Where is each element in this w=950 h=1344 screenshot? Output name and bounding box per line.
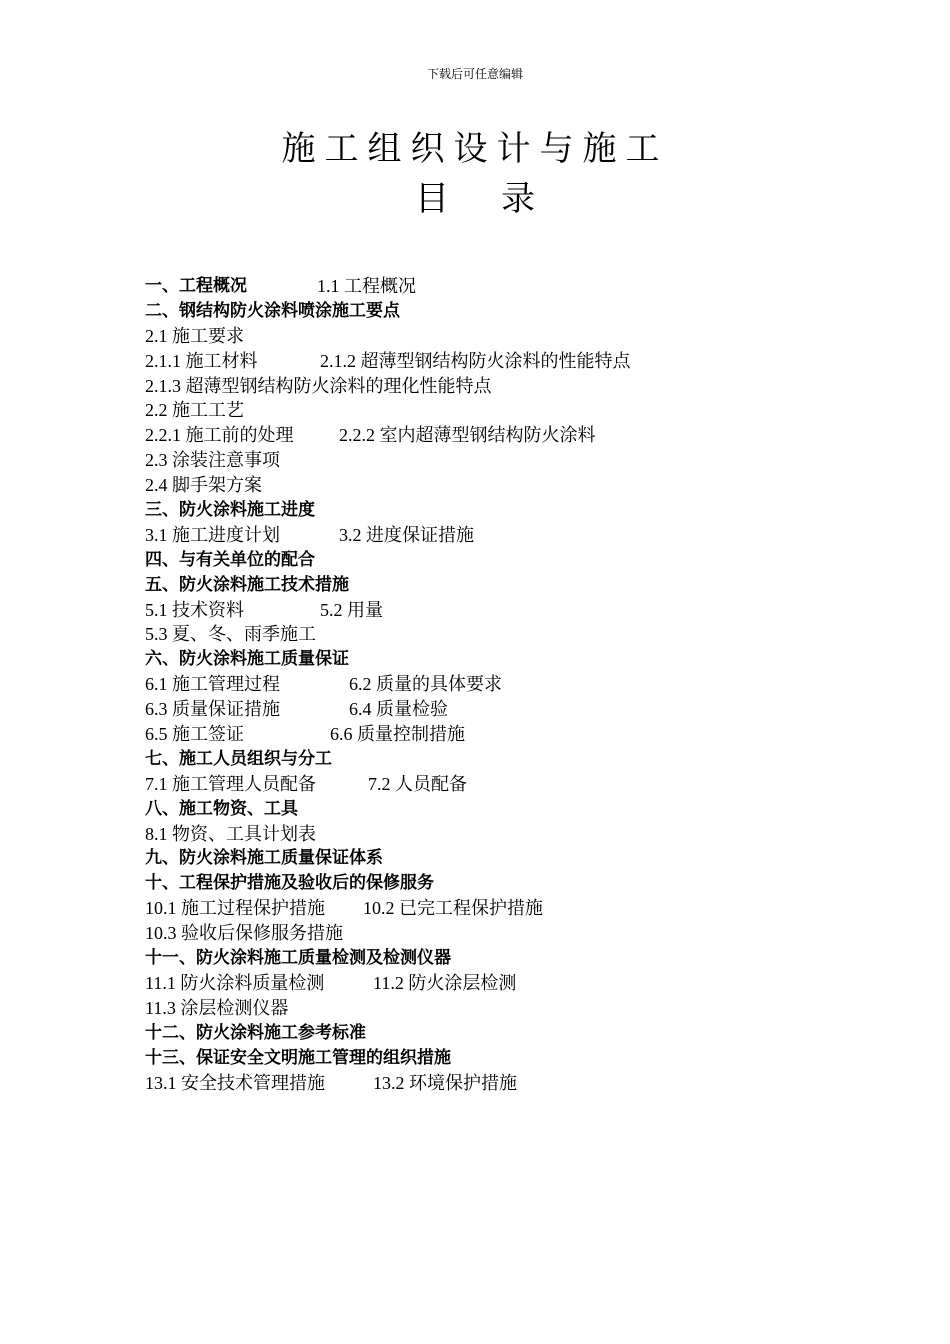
toc-entry [145, 473, 845, 498]
toc-entry-text: 2.2.1 施工前的处理 [145, 425, 294, 446]
toc-entry-text: 6.1 施工管理过程 [145, 674, 280, 695]
toc-entry [145, 398, 845, 423]
toc-entry [145, 1071, 845, 1096]
toc-entry-text-secondary: 11.2 防火涂层检测 [373, 972, 517, 993]
toc-section-heading [145, 846, 845, 871]
toc-entry [145, 448, 845, 473]
toc-entry-text-secondary: 6.6 质量控制措施 [330, 724, 465, 745]
toc-entry-text-secondary: 5.2 用量 [320, 599, 383, 620]
toc-entry [145, 896, 845, 921]
toc-entry-text-secondary: 7.2 人员配备 [368, 773, 467, 794]
toc-entry [145, 996, 845, 1021]
toc-entry-text: 13.1 安全技术管理措施 [145, 1072, 325, 1093]
toc-entry-text: 6.5 施工签证 [145, 724, 244, 745]
toc-entry-text: 10.3 验收后保修服务措施 [145, 923, 343, 944]
toc-entry [145, 672, 845, 697]
toc-entry-text: 8.1 物资、工具计划表 [145, 823, 316, 844]
toc-entry-text: 一、工程概况 [145, 276, 247, 296]
toc-entry [145, 423, 845, 448]
toc-entry-text: 九、防火涂料施工质量保证体系 [145, 848, 383, 869]
toc-entry [145, 374, 845, 399]
toc-entry [145, 697, 845, 722]
toc-section-heading [145, 299, 845, 324]
toc-section-heading [145, 946, 845, 971]
toc-entry-text: 三、防火涂料施工进度 [145, 500, 315, 521]
toc-entry [145, 772, 845, 797]
subtitle-char-2: 录 [501, 179, 535, 219]
toc-entry-text: 5.3 夏、冬、雨季施工 [145, 624, 316, 645]
toc-section-heading [145, 797, 845, 822]
toc-entry [145, 598, 845, 623]
toc-entry-text: 2.1.3 超薄型钢结构防火涂料的理化性能特点 [145, 375, 492, 396]
toc-section-heading [145, 871, 845, 896]
toc-entry [145, 822, 845, 847]
page-header-note: 下载后可任意编辑 [426, 67, 523, 81]
toc-section-heading [145, 498, 845, 523]
toc-entry-text-secondary: 3.2 进度保证措施 [339, 524, 474, 545]
toc-entry-text-secondary: 2.2.2 室内超薄型钢结构防火涂料 [339, 425, 596, 446]
document-title: 施工组织设计与施工 [281, 129, 669, 169]
toc-entry-text: 十二、防火涂料施工参考标准 [145, 1022, 366, 1043]
toc-entry-text: 七、施工人员组织与分工 [145, 748, 332, 769]
toc-section-heading [145, 747, 845, 772]
toc-entry-text-secondary: 6.2 质量的具体要求 [349, 674, 502, 695]
toc-section-heading [145, 274, 845, 299]
toc-section-heading [145, 548, 845, 573]
toc-entry [145, 349, 845, 374]
toc-entry-text-secondary: 1.1 工程概况 [317, 276, 416, 296]
toc-entry-text: 十一、防火涂料施工质量检测及检测仪器 [145, 948, 451, 969]
toc-entry [145, 622, 845, 647]
document-subtitle [0, 176, 950, 222]
toc-entry-text: 八、施工物资、工具 [145, 798, 298, 819]
toc-entry-text: 四、与有关单位的配合 [145, 549, 315, 570]
toc-section-heading [145, 1046, 845, 1071]
toc-entry-text: 2.2 施工工艺 [145, 400, 244, 421]
toc-entry-text-secondary: 6.4 质量检验 [349, 699, 448, 720]
toc-entry-text-secondary: 2.1.2 超薄型钢结构防火涂料的性能特点 [320, 350, 631, 371]
toc-entry-text: 3.1 施工进度计划 [145, 524, 280, 545]
toc-entry-text: 二、钢结构防火涂料喷涂施工要点 [145, 300, 400, 321]
subtitle-char-1: 目 [415, 179, 449, 219]
toc-entry-text: 2.1 施工要求 [145, 325, 244, 346]
toc-entry-text: 7.1 施工管理人员配备 [145, 773, 316, 794]
toc-entry-text-secondary: 10.2 已完工程保护措施 [363, 898, 543, 919]
toc-entry-text: 六、防火涂料施工质量保证 [145, 649, 349, 670]
toc-entry [145, 523, 845, 548]
toc-entry-text: 6.3 质量保证措施 [145, 699, 280, 720]
toc-section-heading [145, 1021, 845, 1046]
toc-section-heading [145, 573, 845, 598]
toc-entry [145, 722, 845, 747]
toc-entry-text: 11.1 防火涂料质量检测 [145, 972, 325, 993]
table-of-contents [145, 274, 845, 1095]
toc-entry-text: 10.1 施工过程保护措施 [145, 898, 325, 919]
toc-entry [145, 324, 845, 349]
toc-entry-text: 十、工程保护措施及验收后的保修服务 [145, 873, 434, 894]
toc-entry [145, 971, 845, 996]
toc-entry-text: 11.3 涂层检测仪器 [145, 997, 289, 1018]
toc-entry-text: 五、防火涂料施工技术措施 [145, 574, 349, 595]
toc-section-heading [145, 647, 845, 672]
toc-entry [145, 921, 845, 946]
toc-entry-text: 2.3 涂装注意事项 [145, 450, 280, 471]
toc-entry-text: 2.1.1 施工材料 [145, 350, 258, 371]
toc-entry-text: 2.4 脚手架方案 [145, 475, 262, 496]
toc-entry-text: 十三、保证安全文明施工管理的组织措施 [145, 1047, 451, 1068]
toc-entry-text-secondary: 13.2 环境保护措施 [373, 1072, 517, 1093]
toc-entry-text: 5.1 技术资料 [145, 599, 244, 620]
